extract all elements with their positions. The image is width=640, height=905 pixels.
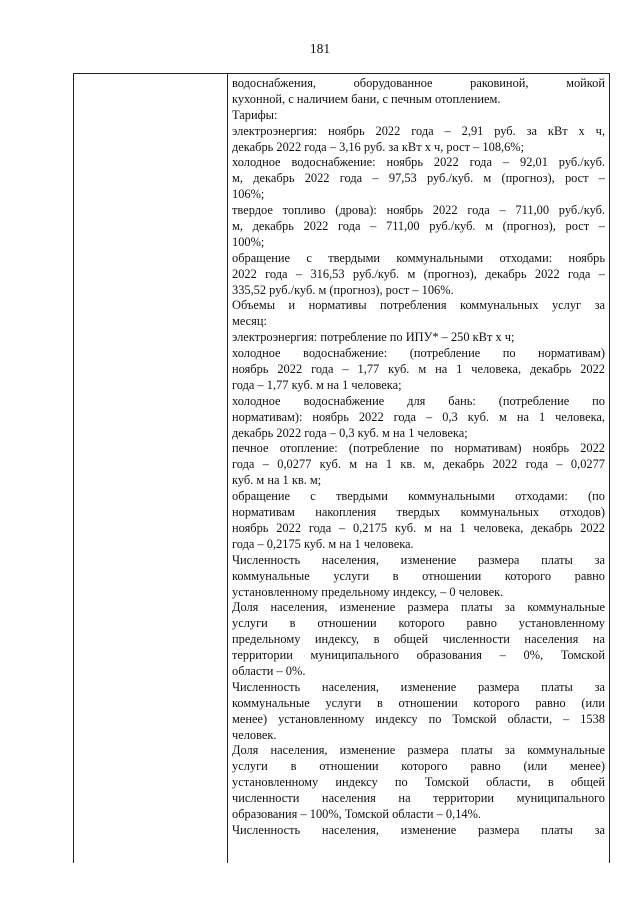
text-line: холодное водоснабжение для бань: (потребление по bbox=[232, 393, 605, 408]
text-line: территории муниципального образования – 0%, Томской bbox=[232, 648, 605, 663]
text-line: области – 0%. bbox=[232, 663, 306, 678]
text-line: 100%; bbox=[232, 234, 265, 249]
text-line: печное отопление: (потребление по нормативам) ноябрь 2022 bbox=[232, 441, 605, 456]
text-line: твердое топливо (дрова): ноябрь 2022 года – 711,00 руб./куб. bbox=[232, 203, 605, 218]
text-line: декабрь 2022 года – 0,3 куб. м на 1 человека; bbox=[232, 425, 468, 440]
text-line: установленному индексу по Томской области, в общей bbox=[232, 775, 605, 790]
text-line: года – 1,77 куб. м на 1 человека; bbox=[232, 377, 402, 392]
document-table bbox=[73, 73, 610, 863]
text-line: численности населения на территории муниципального bbox=[232, 791, 605, 806]
text-line: электроэнергия: ноябрь 2022 года – 2,91 руб. за кВт х ч, bbox=[232, 123, 605, 138]
text-line: обращение с твердыми коммунальными отходами: (по bbox=[232, 489, 605, 504]
text-line: кухонной, с наличием бани, с печным отоплением. bbox=[232, 91, 501, 106]
text-line: Численность населения, изменение размера платы за bbox=[232, 679, 605, 694]
text-line: водоснабжения, оборудованное раковиной, мойкой bbox=[232, 76, 605, 90]
text-line: предельному индексу, в общей численности населения на bbox=[232, 632, 605, 647]
text-line: образования – 100%, Томской области – 0,14%. bbox=[232, 806, 482, 821]
text-line: нормативам): ноябрь 2022 года – 0,3 куб. м на 1 человека, bbox=[232, 409, 605, 424]
table-left-column bbox=[74, 74, 228, 863]
page-number: 181 bbox=[309, 41, 331, 56]
text-line: коммунальные услуги в отношении которого равно (или bbox=[232, 695, 605, 710]
text-line: года – 0,0277 куб. м на 1 кв. м, декабрь 2022 года – 0,0277 bbox=[232, 457, 605, 472]
text-line: электроэнергия: потребление по ИПУ* – 250 кВт х ч; bbox=[232, 330, 515, 345]
text-line: коммунальные услуги в отношении которого равно bbox=[232, 568, 605, 583]
text-line: куб. м на 1 кв. м; bbox=[232, 473, 322, 488]
text-line: м, декабрь 2022 года – 711,00 руб./куб. м (прогноз), рост – bbox=[232, 219, 605, 234]
text-line: холодное водоснабжение: ноябрь 2022 года – 92,01 руб./куб. bbox=[232, 155, 605, 170]
table-text-column bbox=[232, 76, 605, 839]
text-line: года – 0,2175 куб. м на 1 человека. bbox=[232, 536, 414, 551]
text-line: обращение с твердыми коммунальными отходами: ноябрь bbox=[232, 250, 605, 265]
text-line: Численность населения, изменение размера платы за bbox=[232, 552, 605, 567]
text-line: установленному предельному индексу, – 0 человек. bbox=[232, 584, 504, 599]
text-line: 335,52 руб./куб. м (прогноз), рост – 106%. bbox=[232, 282, 454, 297]
text-line: холодное водоснабжение: (потребление по нормативам) bbox=[232, 346, 605, 361]
text-line: нормативам накопления твердых коммунальных отходов) bbox=[232, 505, 605, 520]
text-line: ноябрь 2022 года – 1,77 куб. м на 1 человека, декабрь 2022 bbox=[232, 362, 605, 377]
text-line: Численность населения, изменение размера платы за bbox=[232, 822, 605, 837]
text-line: Тарифы: bbox=[232, 107, 278, 122]
text-line: менее) установленному индексу по Томской области, – 1538 bbox=[232, 711, 605, 726]
text-line: декабрь 2022 года – 3,16 руб. за кВт х ч, рост – 108,6%; bbox=[232, 139, 525, 154]
text-line: м, декабрь 2022 года – 97,53 руб./куб. м (прогноз), рост – bbox=[232, 171, 605, 186]
text-line: 2022 года – 316,53 руб./куб. м (прогноз), декабрь 2022 года – bbox=[232, 266, 605, 281]
text-line: человек. bbox=[232, 727, 277, 742]
text-line: Доля населения, изменение размера платы за коммунальные bbox=[232, 600, 605, 615]
text-line: 106%; bbox=[232, 187, 265, 202]
text-line: услуги в отношении которого равно (или менее) bbox=[232, 759, 605, 774]
text-line: Доля населения, изменение размера платы за коммунальные bbox=[232, 743, 605, 758]
text-line: ноябрь 2022 года – 0,2175 куб. м на 1 человека, декабрь 2022 bbox=[232, 520, 605, 535]
text-line: Объемы и нормативы потребления коммунальных услуг за bbox=[232, 298, 605, 313]
text-line: услуги в отношении которого равно установленному bbox=[232, 616, 605, 631]
text-line: месяц: bbox=[232, 314, 267, 329]
